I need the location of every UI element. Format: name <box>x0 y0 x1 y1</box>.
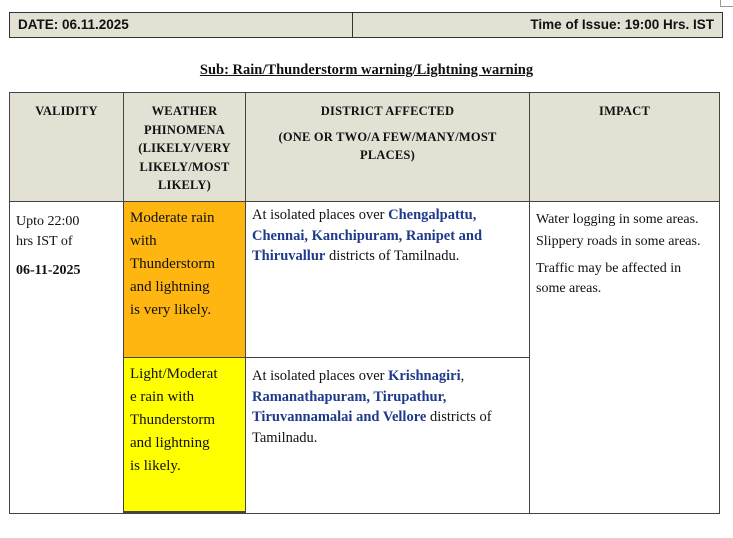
col-weather-phenomena: WEATHER PHINOMENA (LIKELY/VERY LIKELY/MOST LIKELY) <box>124 93 246 202</box>
page-corner-mark <box>720 0 733 7</box>
weather-text-2: Light/Moderat e rain with Thunderstorm and lightning is likely. <box>124 358 245 513</box>
district-names-1: Chengalpattu, Chennai, Kanchipuram, Ranipet and Thiruvallur <box>252 207 483 264</box>
col-impact: IMPACT <box>530 93 720 202</box>
issue-date: DATE: 06.11.2025 <box>9 12 353 38</box>
validity-cell: Upto 22:00 hrs IST of 06-11-2025 <box>10 202 124 514</box>
district-cell-1: At isolated places over Chengalpattu, Chennai, Kanchipuram, Ranipet and Thiruvallur districts of Tamilnadu. <box>246 202 530 358</box>
impact-cell: Water logging in some areas. Slippery roads in some areas. Traffic may be affected in some areas. <box>530 202 720 514</box>
validity-date: 06-11-2025 <box>16 263 81 278</box>
time-of-issue: Time of Issue: 19:00 Hrs. IST <box>352 12 723 38</box>
weather-cell-2 <box>124 358 246 514</box>
weather-text-1: Moderate rain with Thunderstorm and lightning is very likely. <box>124 202 245 357</box>
table-row <box>10 202 720 358</box>
col-district-affected: DISTRICT AFFECTED (ONE OR TWO/A FEW/MANY/MOST PLACES) <box>246 93 530 202</box>
table-header-row <box>10 93 720 202</box>
district-names-2a: Krishnagiri <box>388 368 461 384</box>
weather-cell-1 <box>124 202 246 358</box>
district-cell-2: At isolated places over Krishnagiri, Ramanathapuram, Tirupathur, Tiruvannamalai and Vellore districts of Tamilnadu. <box>246 358 530 514</box>
subject-line: Sub: Rain/Thunderstorm warning/Lightning warning <box>199 62 534 78</box>
district-names-2b: Ramanathapuram, Tirupathur, Tiruvannamalai and Vellore <box>252 388 447 425</box>
col-validity: VALIDITY <box>10 93 124 202</box>
warning-table <box>9 92 720 514</box>
